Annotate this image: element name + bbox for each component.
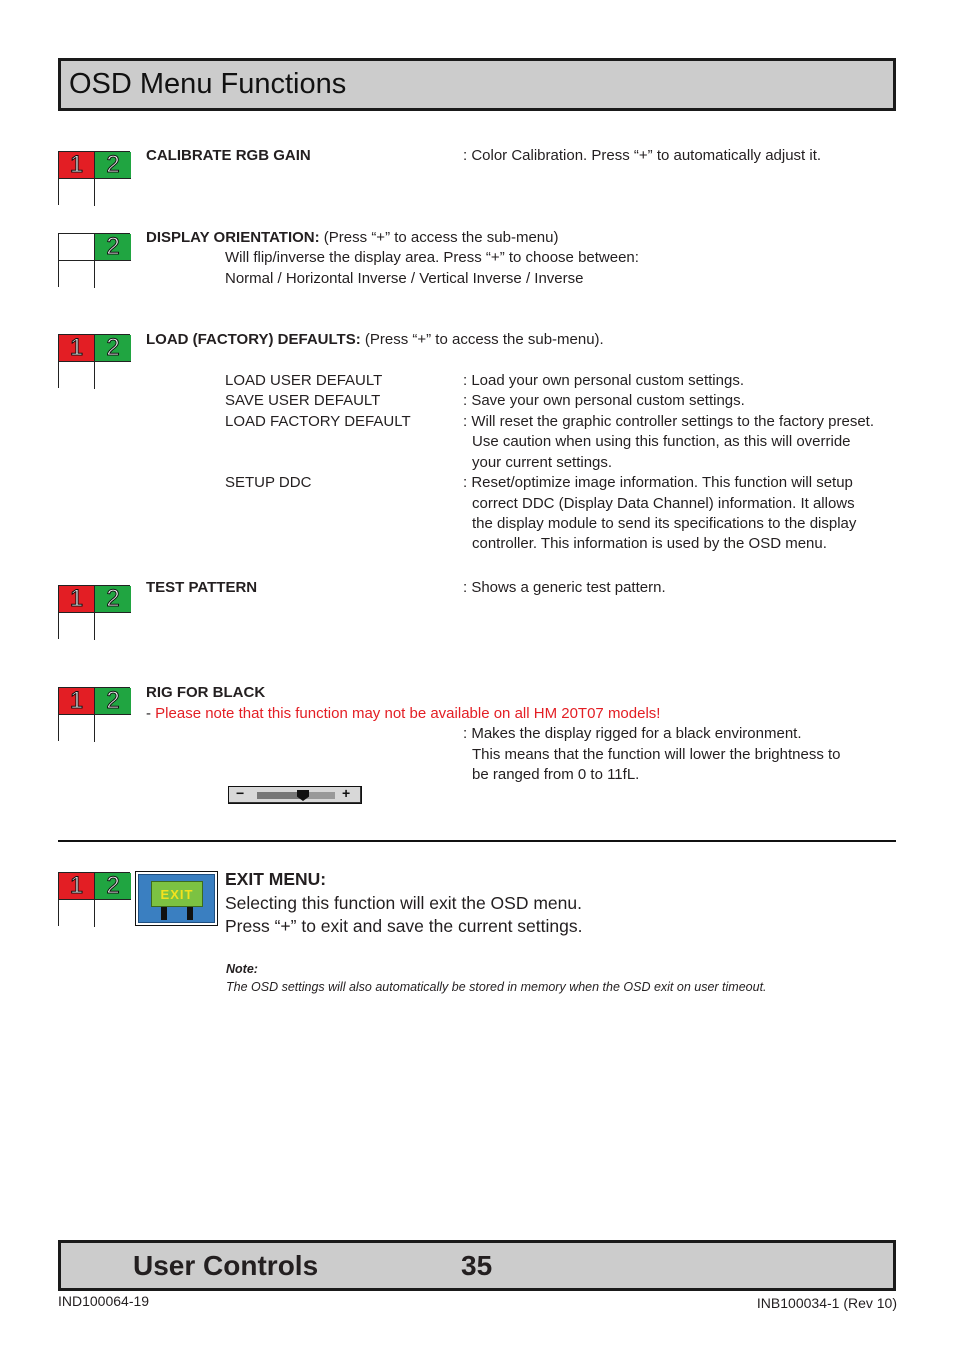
plus-icon: + xyxy=(342,785,351,801)
defaults-title: LOAD (FACTORY) DEFAULTS: xyxy=(146,331,361,348)
empty-cell xyxy=(59,715,95,742)
calibrate-title: CALIBRATE RGB GAIN xyxy=(146,147,311,164)
slider-thumb[interactable] xyxy=(297,790,309,801)
calibrate-desc: : Color Calibration. Press “+” to automatically adjust it. xyxy=(463,147,822,164)
brightness-slider[interactable] xyxy=(228,786,362,804)
orientation-title-suffix: (Press “+” to access the sub-menu) xyxy=(319,229,559,246)
test-pattern-title: TEST PATTERN xyxy=(146,579,258,596)
defaults-item-label: SETUP DDC xyxy=(225,474,312,491)
orientation-line2: Normal / Horizontal Inverse / Vertical Inverse / Inverse xyxy=(225,270,584,287)
empty-cell xyxy=(59,179,95,206)
empty-cell xyxy=(95,261,131,288)
empty-cell xyxy=(59,900,95,927)
defaults-item-desc: : Will reset the graphic controller settings to the factory preset. xyxy=(463,413,875,430)
rig-black-title: RIG FOR BLACK xyxy=(146,684,266,701)
mode-grid-defaults xyxy=(58,334,130,388)
slider-fill xyxy=(257,792,300,799)
rig-black-warning-line xyxy=(146,704,660,725)
mode-2-cell: 2 xyxy=(95,586,131,613)
exit-line1: Selecting this function will exit the OSD menu. xyxy=(225,893,582,913)
defaults-item-label: SAVE USER DEFAULT xyxy=(225,392,381,409)
mode-2-cell: 2 xyxy=(95,335,131,362)
exit-title: EXIT MENU: xyxy=(225,869,327,889)
orientation-title-line xyxy=(146,228,558,249)
page-number: 35 xyxy=(461,1250,493,1281)
warning-dash: - xyxy=(146,705,156,722)
defaults-item-desc: : Reset/optimize image information. This function will setup xyxy=(463,474,853,491)
mode-grid-exit xyxy=(58,872,130,926)
defaults-item-label: LOAD FACTORY DEFAULT xyxy=(225,413,411,430)
orientation-title: DISPLAY ORIENTATION: xyxy=(146,229,320,246)
orientation-line1: Will flip/inverse the display area. Press “+” to choose between: xyxy=(225,249,639,266)
mode-1-cell: 1 xyxy=(59,688,95,715)
defaults-item-desc: correct DDC (Display Data Channel) information. It allows xyxy=(472,495,855,512)
exit-icon xyxy=(135,871,218,926)
mode-grid-orientation xyxy=(58,233,130,287)
test-pattern-desc: : Shows a generic test pattern. xyxy=(463,579,666,596)
document-code-left: IND100064-19 xyxy=(58,1293,150,1309)
mode-2-cell: 2 xyxy=(95,234,131,261)
footer-bar xyxy=(58,1240,896,1291)
page-title: OSD Menu Functions xyxy=(69,68,347,100)
mode-1-cell: 1 xyxy=(59,152,95,179)
rig-black-desc: This means that the function will lower the brightness to xyxy=(472,746,841,763)
empty-cell xyxy=(95,900,131,927)
defaults-title-line xyxy=(146,330,604,351)
defaults-item-label: LOAD USER DEFAULT xyxy=(225,372,383,389)
defaults-item-desc: your current settings. xyxy=(472,454,613,471)
defaults-item-desc: the display module to send its specifications to the display xyxy=(472,515,857,532)
note-label: Note: xyxy=(226,962,258,976)
mode-2-cell: 2 xyxy=(95,152,131,179)
empty-cell xyxy=(59,362,95,389)
empty-cell xyxy=(95,613,131,640)
mode-2-cell: 2 xyxy=(95,873,131,900)
empty-cell xyxy=(59,613,95,640)
document-code-right: INB100034-1 (Rev 10) xyxy=(756,1295,897,1311)
empty-cell xyxy=(95,715,131,742)
empty-cell xyxy=(95,179,131,206)
empty-cell xyxy=(59,234,95,261)
mode-1-cell: 1 xyxy=(59,586,95,613)
rig-black-desc: be ranged from 0 to 11fL. xyxy=(472,766,640,783)
exit-icon-label: EXIT xyxy=(160,886,194,902)
header-bar xyxy=(58,58,896,111)
defaults-title-suffix: (Press “+” to access the sub-menu). xyxy=(360,331,604,348)
mode-grid-calibrate xyxy=(58,151,130,205)
minus-icon: − xyxy=(236,785,245,801)
footer-title: User Controls xyxy=(133,1250,319,1281)
empty-cell xyxy=(59,261,95,288)
mode-1-cell: 1 xyxy=(59,873,95,900)
mode-1-cell: 1 xyxy=(59,335,95,362)
defaults-item-desc: : Save your own personal custom settings. xyxy=(463,392,745,409)
defaults-item-desc: Use caution when using this function, as this will override xyxy=(472,433,851,450)
mode-2-cell: 2 xyxy=(95,688,131,715)
defaults-item-desc: : Load your own personal custom settings. xyxy=(463,372,744,389)
note-text: The OSD settings will also automatically be stored in memory when the OSD exit on user timeout. xyxy=(226,980,767,994)
empty-cell xyxy=(95,362,131,389)
exit-line2: Press “+” to exit and save the current settings. xyxy=(225,916,583,936)
mode-grid-test-pattern xyxy=(58,585,130,639)
mode-grid-rig-black xyxy=(58,687,130,741)
section-divider xyxy=(58,840,896,842)
defaults-item-desc: controller. This information is used by the OSD menu. xyxy=(472,535,827,552)
rig-black-desc: : Makes the display rigged for a black environment. xyxy=(463,725,802,742)
rig-black-warning: Please note that this function may not be available on all HM 20T07 models! xyxy=(155,705,661,722)
